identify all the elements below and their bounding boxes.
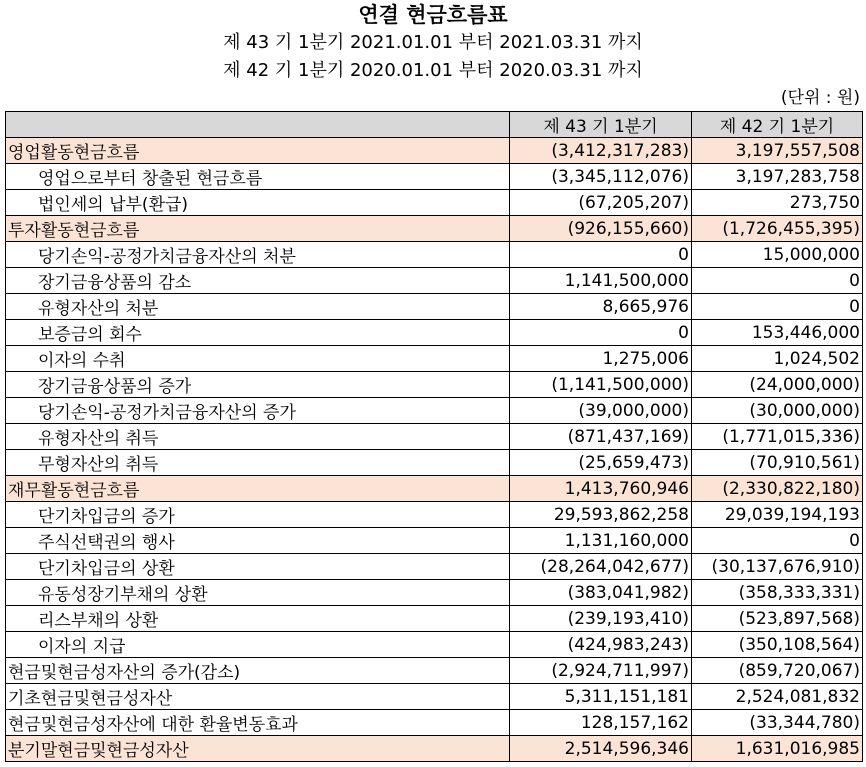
value-prior-period: 3,197,283,758 bbox=[692, 164, 863, 190]
table-row bbox=[6, 424, 863, 450]
value-current-period: (383,041,982) bbox=[510, 580, 692, 606]
value-prior-period: (30,000,000) bbox=[692, 398, 863, 424]
value-prior-period: 0 bbox=[692, 528, 863, 554]
table-row bbox=[6, 164, 863, 190]
value-prior-period: (358,333,331) bbox=[692, 580, 863, 606]
row-label: 투자활동현금흐름 bbox=[6, 216, 510, 242]
table-row bbox=[6, 190, 863, 216]
value-current-period: (3,345,112,076) bbox=[510, 164, 692, 190]
row-label: 보증금의 회수 bbox=[6, 320, 510, 346]
statement-title: 연결 현금흐름표 bbox=[358, 3, 508, 27]
table-row bbox=[6, 710, 863, 736]
value-current-period: 1,141,500,000 bbox=[510, 268, 692, 294]
value-current-period: 5,311,151,181 bbox=[510, 684, 692, 710]
table-row bbox=[6, 398, 863, 424]
table-row bbox=[6, 372, 863, 398]
value-prior-period: (2,330,822,180) bbox=[692, 476, 863, 502]
table-row bbox=[6, 736, 863, 762]
row-label: 이자의 지급 bbox=[6, 632, 510, 658]
value-current-period: 0 bbox=[510, 242, 692, 268]
value-prior-period: 0 bbox=[692, 268, 863, 294]
table-row bbox=[6, 346, 863, 372]
row-label: 이자의 수취 bbox=[6, 346, 510, 372]
row-label: 단기차입금의 상환 bbox=[6, 554, 510, 580]
value-current-period: (239,193,410) bbox=[510, 606, 692, 632]
value-prior-period: 29,039,194,193 bbox=[692, 502, 863, 528]
period-current: 제 43 기 1분기 2021.01.01 부터 2021.03.31 까지 bbox=[223, 32, 643, 53]
value-prior-period: (1,771,015,336) bbox=[692, 424, 863, 450]
row-label: 현금및현금성자산의 증가(감소) bbox=[6, 658, 510, 684]
row-label: 유형자산의 처분 bbox=[6, 294, 510, 320]
row-label: 주식선택권의 행사 bbox=[6, 528, 510, 554]
table-row bbox=[6, 138, 863, 164]
header-item bbox=[6, 112, 510, 138]
header-current-period: 제 43 기 1분기 bbox=[510, 112, 692, 138]
header-prior-period: 제 42 기 1분기 bbox=[692, 112, 863, 138]
value-prior-period: (523,897,568) bbox=[692, 606, 863, 632]
value-current-period: 29,593,862,258 bbox=[510, 502, 692, 528]
value-current-period: 8,665,976 bbox=[510, 294, 692, 320]
cash-flow-table bbox=[5, 111, 863, 762]
row-label: 영업활동현금흐름 bbox=[6, 138, 510, 164]
row-label: 리스부채의 상환 bbox=[6, 606, 510, 632]
value-prior-period: (33,344,780) bbox=[692, 710, 863, 736]
table-row bbox=[6, 554, 863, 580]
unit-label: (단위 : 원) bbox=[780, 88, 860, 108]
row-label: 장기금융상품의 감소 bbox=[6, 268, 510, 294]
table-row bbox=[6, 632, 863, 658]
row-label: 유동성장기부채의 상환 bbox=[6, 580, 510, 606]
value-current-period: (67,205,207) bbox=[510, 190, 692, 216]
value-prior-period: (859,720,067) bbox=[692, 658, 863, 684]
value-current-period: 128,157,162 bbox=[510, 710, 692, 736]
row-label: 분기말현금및현금성자산 bbox=[6, 736, 510, 762]
value-current-period: 1,131,160,000 bbox=[510, 528, 692, 554]
value-current-period: (3,412,317,283) bbox=[510, 138, 692, 164]
table-row bbox=[6, 320, 863, 346]
value-prior-period: 15,000,000 bbox=[692, 242, 863, 268]
row-label: 재무활동현금흐름 bbox=[6, 476, 510, 502]
row-label: 영업으로부터 창출된 현금흐름 bbox=[6, 164, 510, 190]
row-label: 당기손익-공정가치금융자산의 증가 bbox=[6, 398, 510, 424]
table-header-row bbox=[6, 112, 863, 138]
value-current-period: (25,659,473) bbox=[510, 450, 692, 476]
value-current-period: (871,437,169) bbox=[510, 424, 692, 450]
value-prior-period: (1,726,455,395) bbox=[692, 216, 863, 242]
table-row bbox=[6, 606, 863, 632]
value-current-period: 1,275,006 bbox=[510, 346, 692, 372]
period-prior: 제 42 기 1분기 2020.01.01 부터 2020.03.31 까지 bbox=[223, 60, 643, 81]
value-prior-period: 1,024,502 bbox=[692, 346, 863, 372]
table-row bbox=[6, 502, 863, 528]
value-prior-period: (350,108,564) bbox=[692, 632, 863, 658]
value-current-period: (424,983,243) bbox=[510, 632, 692, 658]
table-row bbox=[6, 450, 863, 476]
row-label: 단기차입금의 증가 bbox=[6, 502, 510, 528]
value-current-period: (39,000,000) bbox=[510, 398, 692, 424]
row-label: 현금및현금성자산에 대한 환율변동효과 bbox=[6, 710, 510, 736]
table-row bbox=[6, 294, 863, 320]
value-prior-period: (24,000,000) bbox=[692, 372, 863, 398]
value-current-period: 2,514,596,346 bbox=[510, 736, 692, 762]
row-label: 법인세의 납부(환급) bbox=[6, 190, 510, 216]
table-body bbox=[6, 138, 863, 762]
table-row bbox=[6, 216, 863, 242]
value-current-period: (28,264,042,677) bbox=[510, 554, 692, 580]
value-prior-period: 2,524,081,832 bbox=[692, 684, 863, 710]
row-label: 장기금융상품의 증가 bbox=[6, 372, 510, 398]
row-label: 당기손익-공정가치금융자산의 처분 bbox=[6, 242, 510, 268]
table-row bbox=[6, 242, 863, 268]
table-row bbox=[6, 580, 863, 606]
row-label: 유형자산의 취득 bbox=[6, 424, 510, 450]
value-prior-period: (70,910,561) bbox=[692, 450, 863, 476]
value-prior-period: 1,631,016,985 bbox=[692, 736, 863, 762]
table-row bbox=[6, 528, 863, 554]
value-current-period: (926,155,660) bbox=[510, 216, 692, 242]
value-current-period: (2,924,711,997) bbox=[510, 658, 692, 684]
value-prior-period: 0 bbox=[692, 294, 863, 320]
value-prior-period: 273,750 bbox=[692, 190, 863, 216]
value-current-period: 1,413,760,946 bbox=[510, 476, 692, 502]
table-row bbox=[6, 684, 863, 710]
table-row bbox=[6, 268, 863, 294]
row-label: 기초현금및현금성자산 bbox=[6, 684, 510, 710]
value-prior-period: 153,446,000 bbox=[692, 320, 863, 346]
statement-header bbox=[0, 0, 866, 85]
table-row bbox=[6, 658, 863, 684]
value-current-period: (1,141,500,000) bbox=[510, 372, 692, 398]
row-label: 무형자산의 취득 bbox=[6, 450, 510, 476]
value-current-period: 0 bbox=[510, 320, 692, 346]
table-row bbox=[6, 476, 863, 502]
value-prior-period: (30,137,676,910) bbox=[692, 554, 863, 580]
value-prior-period: 3,197,557,508 bbox=[692, 138, 863, 164]
